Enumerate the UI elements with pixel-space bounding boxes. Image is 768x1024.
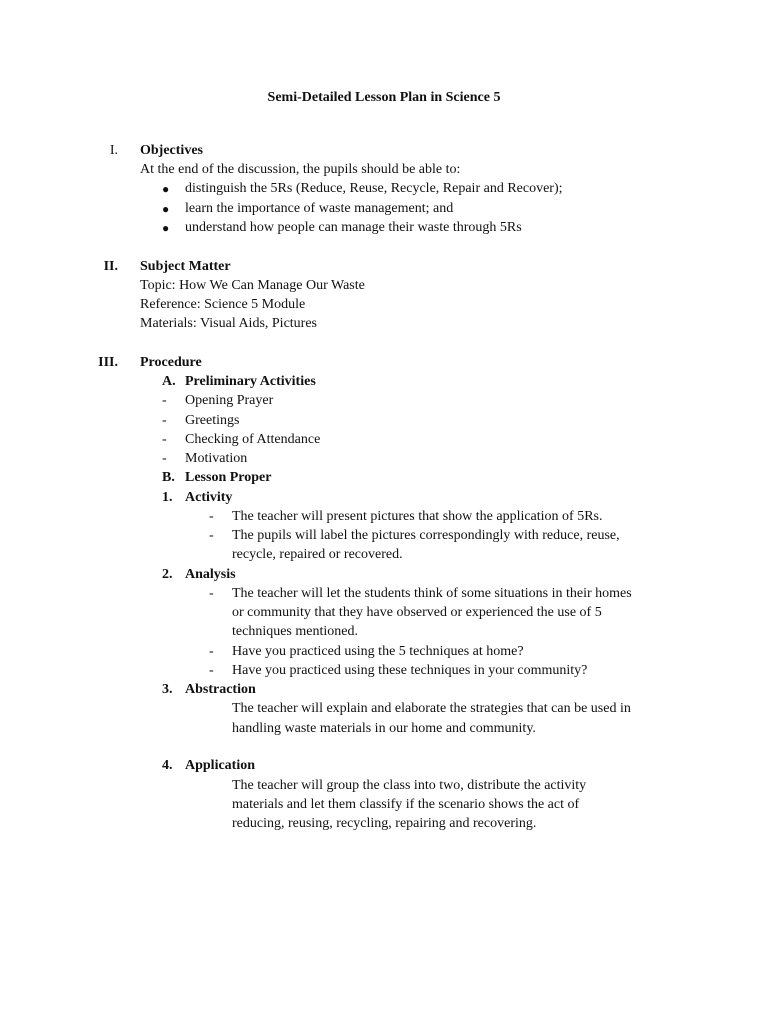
subsection-label-b: B. [162,470,175,485]
dash-marker: - [209,528,214,543]
section-numeral-objectives: I. [109,143,118,158]
objective-item: distinguish the 5Rs (Reduce, Reuse, Recycle, Repair and Recover); [185,181,563,196]
subject-topic: Topic: How We Can Manage Our Waste [140,278,365,293]
step-heading-analysis: Analysis [185,567,236,582]
dash-marker: - [162,393,167,408]
analysis-item: The teacher will let the students think of some situations in their homes [232,586,632,601]
subsection-label-a: A. [162,374,176,389]
dash-marker: - [209,509,214,524]
step-heading-activity: Activity [185,490,233,505]
step-heading-abstraction: Abstraction [185,682,256,697]
objectives-intro: At the end of the discussion, the pupils should be able to: [140,162,461,177]
step-number-abstraction: 3. [162,682,173,697]
objective-item: understand how people can manage their waste through 5Rs [185,220,522,235]
application-text: reducing, reusing, recycling, repairing and recovering. [232,816,537,831]
activity-item-continued: recycle, repaired or recovered. [232,547,403,562]
dash-marker: - [162,451,167,466]
bullet-icon: ● [162,221,170,235]
application-text: The teacher will group the class into two, distribute the activity [232,778,587,793]
analysis-item: Have you practiced using these techniques in your community? [232,663,588,678]
preliminary-item: Greetings [185,413,240,428]
section-numeral-subject-matter: II. [103,259,118,274]
bullet-icon: ● [162,182,170,196]
dash-marker: - [209,644,214,659]
preliminary-item: Checking of Attendance [185,432,321,447]
step-number-application: 4. [162,758,173,773]
activity-item: The teacher will present pictures that show the application of 5Rs. [232,509,603,524]
objective-item: learn the importance of waste management; and [185,201,454,216]
abstraction-text: handling waste materials in our home and community. [232,721,536,736]
activity-item: The pupils will label the pictures correspondingly with reduce, reuse, [232,528,620,543]
dash-marker: - [162,413,167,428]
subsection-heading-preliminary: Preliminary Activities [185,374,316,389]
analysis-item-continued: techniques mentioned. [232,624,358,639]
subject-reference: Reference: Science 5 Module [140,297,306,312]
step-heading-application: Application [185,758,256,773]
dash-marker: - [209,663,214,678]
subject-materials: Materials: Visual Aids, Pictures [140,316,317,331]
section-heading-subject-matter: Subject Matter [140,259,231,274]
section-heading-objectives: Objectives [140,143,203,158]
preliminary-item: Opening Prayer [185,393,274,408]
analysis-item: Have you practiced using the 5 techniques at home? [232,644,524,659]
section-numeral-procedure: III. [98,355,118,370]
dash-marker: - [162,432,167,447]
bullet-icon: ● [162,202,170,216]
section-heading-procedure: Procedure [140,355,202,370]
application-text: materials and let them classify if the scenario shows the act of [232,797,580,812]
subsection-heading-lesson-proper: Lesson Proper [185,470,272,485]
step-number-activity: 1. [162,490,173,505]
analysis-item-continued: or community that they have observed or experienced the use of 5 [232,605,602,620]
dash-marker: - [209,586,214,601]
step-number-analysis: 2. [162,567,173,582]
preliminary-item: Motivation [185,451,248,466]
abstraction-text: The teacher will explain and elaborate the strategies that can be used in [232,701,631,716]
document-title: Semi-Detailed Lesson Plan in Science 5 [267,90,501,105]
